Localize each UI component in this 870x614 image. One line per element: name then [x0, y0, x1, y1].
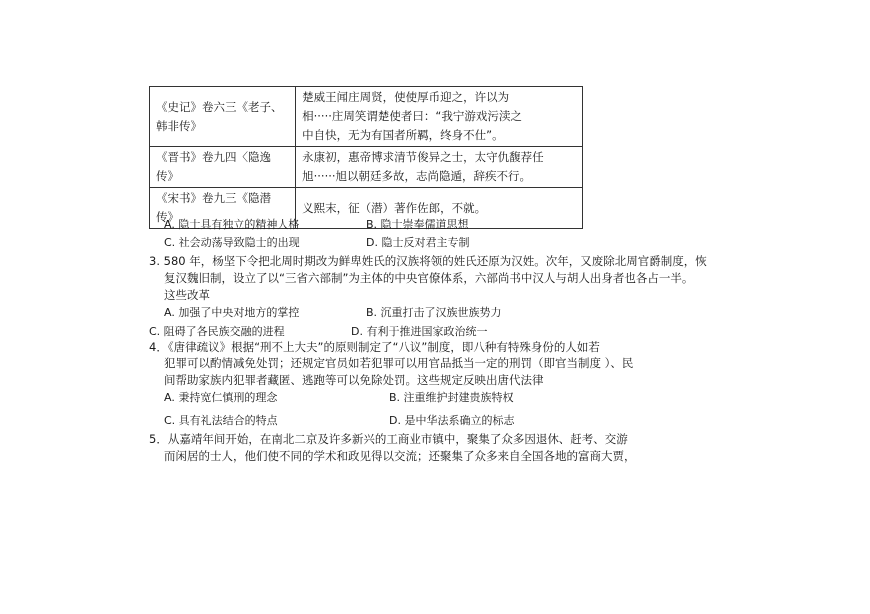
- source-table: [149, 86, 583, 229]
- q5-stem-line: 而闲居的士人，他们使不同的学术和政见得以交流；还聚集了众多来自全国各地的富商大贾，: [164, 449, 636, 463]
- q4-option-d[interactable]: D. 是中华法系确立的标志: [389, 414, 515, 427]
- q4-option-b[interactable]: B. 注重维护封建贵族特权: [389, 391, 514, 404]
- q2-option-a[interactable]: A. 隐士具有独立的精神人格: [164, 218, 300, 231]
- content-line: 楚威王闻庄周贤，使使厚币迎之，许以为: [302, 90, 510, 104]
- q3-option-b[interactable]: B. 沉重打击了汉族世族势力: [366, 306, 502, 319]
- q3-stem-line: 这些改革: [164, 288, 210, 302]
- source-line: 韩非传》: [156, 118, 202, 133]
- source-line: 《晋书》卷九四〈隐逸: [156, 150, 271, 164]
- content-line: 中自快，无为有国者所羁，终身不仕”。: [302, 128, 504, 142]
- q2-option-d[interactable]: D. 隐士反对君主专制: [366, 236, 470, 249]
- q4-stem-line: 4．《唐律疏议》根据“刑不上大夫”的原则制定了“八议”制度，即八种有特殊身份的人如若: [149, 340, 600, 354]
- q2-option-c[interactable]: C. 社会动荡导致隐士的出现: [164, 236, 300, 249]
- content-cell: [296, 147, 583, 188]
- q4-stem-line: 间帮助家族内犯罪者藏匿、逃跑等可以免除处罚。这些规定反映出唐代法律: [164, 373, 544, 387]
- q3-stem-line: 3. 580 年，杨坚下令把北周时期改为鲜卑姓氏的汉族将领的姓氏还原为汉姓。次年，又废除北周官爵制度，恢: [149, 254, 707, 268]
- q5-stem-line: 5．从嘉靖年间开始，在南北二京及许多新兴的工商业市镇中，聚集了众多因退休、赶考、交游: [149, 432, 628, 446]
- table-row: [150, 147, 583, 188]
- q4-option-c[interactable]: C. 具有礼法结合的特点: [164, 414, 278, 427]
- source-cell: [150, 147, 296, 188]
- content-line: 旭······旭以朝廷多故，志尚隐遁，辞疾不行。: [302, 169, 532, 183]
- q2-option-b[interactable]: B. 隐士崇奉儒道思想: [366, 218, 469, 231]
- source-line: 传》: [156, 210, 179, 224]
- content-cell: [296, 87, 583, 147]
- source-line: 《史记》卷六三《老子、: [156, 99, 283, 114]
- q3-option-c[interactable]: C. 阻碍了各民族交融的进程: [149, 325, 285, 338]
- content-line: 义熙末，征（潜）著作佐郎，不就。: [302, 200, 487, 215]
- content-line: 相·····庄周笑谓楚使者曰：“我宁游戏污渎之: [302, 109, 522, 123]
- source-cell: [150, 87, 296, 147]
- q3-option-a[interactable]: A. 加强了中央对地方的掌控: [164, 306, 300, 319]
- table-row: [150, 87, 583, 147]
- source-line: 《宋书》卷九三《隐潜: [156, 191, 271, 205]
- content-line: 永康初，惠帝博求清节俊异之士，太守仇馥荐任: [302, 150, 544, 164]
- q4-option-a[interactable]: A. 秉持宽仁慎刑的理念: [164, 391, 278, 404]
- q3-option-d[interactable]: D. 有利于推进国家政治统一: [351, 325, 488, 338]
- q3-stem-line: 复汉魏旧制，设立了以“三省六部制”为主体的中央官僚体系，六部尚书中汉人与胡人出身者也各占一半。: [164, 271, 694, 285]
- source-line: 传》: [156, 169, 179, 183]
- q4-stem-line: 犯罪可以酌情减免处罚；还规定官员如若犯罪可以用官品抵当一定的刑罚（即官当制度 ）、民: [164, 356, 634, 370]
